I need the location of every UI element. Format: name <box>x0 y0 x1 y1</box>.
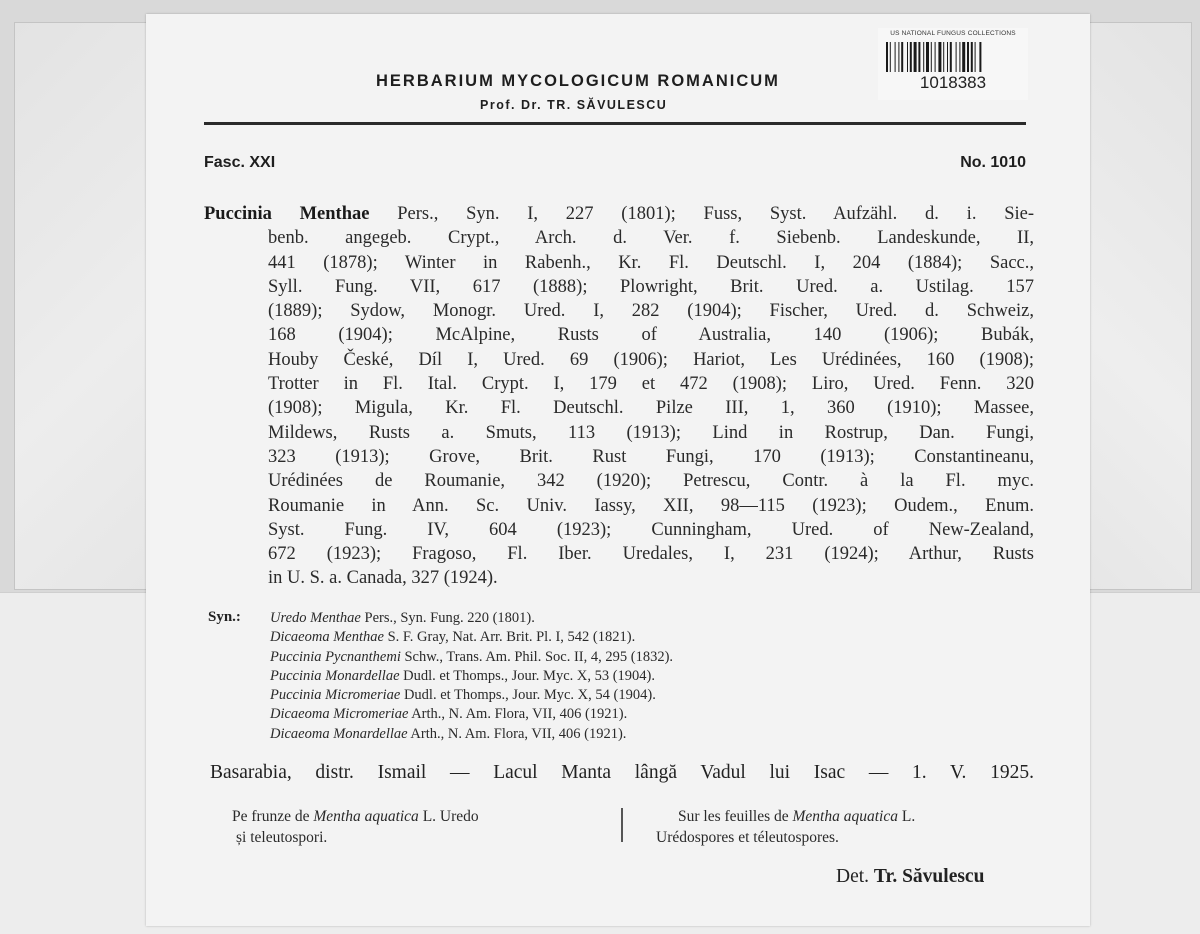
synonym-reference: Arth., N. Am. Flora, VII, 406 (1921). <box>407 725 627 742</box>
synonym-item <box>270 686 970 705</box>
synonym-reference: S. F. Gray, Nat. Arr. Brit. Pl. I, 542 (1821). <box>383 629 636 646</box>
citation-line: (1908); Migula, Kr. Fl. Deutschl. Pilze III, 1, 360 (1910); Massee, <box>268 398 1034 419</box>
host-prefix: Sur les feuilles de <box>678 808 793 825</box>
citation-line: in U. S. a. Canada, 327 (1924). <box>268 568 498 589</box>
synonym-name: Uredo Menthae <box>270 610 361 626</box>
synonym-reference: Dudl. et Thomps., Jour. Myc. X, 54 (1904). <box>400 687 656 704</box>
citation-line: Houby České, Díl I, Ured. 69 (1906); Hariot, Les Urédinées, 160 (1908); <box>268 349 1034 370</box>
host-suffix: L. Uredo <box>418 808 479 825</box>
synonym-item <box>270 725 970 744</box>
host-plant-name: Mentha aquatica <box>792 808 898 825</box>
herbarium-subtitle: Prof. Dr. TR. SĂVULESCU <box>480 98 668 112</box>
host-line: Urédospores et téleutospores. <box>656 829 839 846</box>
exsiccata-number: No. 1010 <box>960 154 1026 171</box>
synonyms-label: Syn.: <box>208 609 241 625</box>
barcode-icon <box>886 42 1020 72</box>
host-line <box>232 806 598 827</box>
citation-paragraph <box>204 202 1034 591</box>
citation-line: 168 (1904); McAlpine, Rusts of Australia, 140 (1906); Bubák, <box>268 325 1034 346</box>
synonym-reference: Arth., N. Am. Flora, VII, 406 (1921). <box>408 706 628 723</box>
synonym-name: Dicaeoma Menthae <box>270 629 384 646</box>
herbarium-title: HERBARIUM MYCOLOGICUM ROMANICUM <box>376 72 780 90</box>
citation-line: 441 (1878); Winter in Rabenh., Kr. Fl. Deutschl. I, 204 (1884); Sacc., <box>268 252 1034 273</box>
citation-line: Mildews, Rusts a. Smuts, 113 (1913); Lind in Rostrup, Dan. Fungi, <box>268 422 1034 443</box>
citation-line: Urédinées de Roumanie, 342 (1920); Petrescu, Contr. à la Fl. myc. <box>268 471 1034 492</box>
synonym-reference: Dudl. et Thomps., Jour. Myc. X, 53 (1904). <box>399 667 656 684</box>
synonym-reference: Pers., Syn. Fung. 220 (1801). <box>360 610 535 626</box>
synonym-item <box>270 648 970 667</box>
synonym-reference: Schw., Trans. Am. Phil. Soc. II, 4, 295 (1832). <box>400 648 674 665</box>
citation-line: 323 (1913); Grove, Brit. Rust Fungi, 170 (1913); Constantineanu, <box>268 446 1034 467</box>
determiner <box>836 866 984 888</box>
fascicle-label: Fasc. XXI <box>204 154 276 171</box>
header-rule <box>204 122 1026 125</box>
determiner-prefix: Det. <box>836 866 874 887</box>
host-suffix: L. <box>897 808 916 825</box>
synonym-item <box>270 628 970 647</box>
host-line: și teleutospori. <box>236 829 328 846</box>
envelope-flap-right <box>1080 23 1191 589</box>
synonym-name: Puccinia Micromeriae <box>270 687 401 704</box>
synonym-name: Puccinia Pycnanthemi <box>270 648 401 665</box>
host-prefix: Pe frunze de <box>232 808 314 825</box>
host-note-romanian <box>232 806 598 848</box>
synonym-name: Dicaeoma Monardellae <box>270 725 408 742</box>
citation-text: Pers., Syn. I, 227 (1801); Fuss, Syst. Aufzähl. d. i. Sie- <box>369 204 1035 224</box>
host-plant-name: Mentha aquatica <box>313 808 419 825</box>
collection-locality: Basarabia, distr. Ismail — Lacul Manta lângă Vadul lui Isac — 1. V. 1925. <box>210 762 1034 783</box>
citation-line: Syst. Fung. IV, 604 (1923); Cunningham, Ured. of New-Zealand, <box>268 519 1034 540</box>
citation-line: (1889); Sydow, Monogr. Ured. I, 282 (1904); Fischer, Ured. d. Schweiz, <box>268 301 1034 322</box>
synonym-item <box>270 609 970 628</box>
citation-line: 672 (1923); Fragoso, Fl. Iber. Uredales, I, 231 (1924); Arthur, Rusts <box>268 544 1034 565</box>
envelope-flap-left <box>15 23 156 589</box>
host-note-french <box>656 806 1036 848</box>
synonym-item <box>270 667 970 686</box>
synonym-item <box>270 705 970 724</box>
citation-line: Roumanie in Ann. Sc. Univ. Iassy, XII, 98—115 (1923); Oudem., Enum. <box>268 495 1034 516</box>
host-line <box>656 806 1036 827</box>
citation-line: Syll. Fung. VII, 617 (1888); Plowright, Brit. Ured. a. Ustilag. 157 <box>268 276 1034 297</box>
host-divider <box>621 808 623 842</box>
citation-line <box>204 202 1034 226</box>
synonyms-list <box>270 609 970 744</box>
barcode-number: 1018383 <box>919 73 987 92</box>
citation-line: Trotter in Fl. Ital. Crypt. I, 179 et 472 (1908); Liro, Ured. Fenn. 320 <box>268 374 1034 395</box>
species-name: Puccinia Menthae <box>204 204 370 224</box>
citation-line: benb. angegeb. Crypt., Arch. d. Ver. f. Siebenb. Landeskunde, II, <box>268 228 1034 249</box>
synonym-name: Puccinia Monardellae <box>270 667 400 684</box>
synonym-name: Dicaeoma Micromeriae <box>270 706 409 723</box>
determiner-name: Tr. Săvulescu <box>873 866 985 887</box>
barcode-caption: US NATIONAL FUNGUS COLLECTIONS <box>890 30 1016 37</box>
